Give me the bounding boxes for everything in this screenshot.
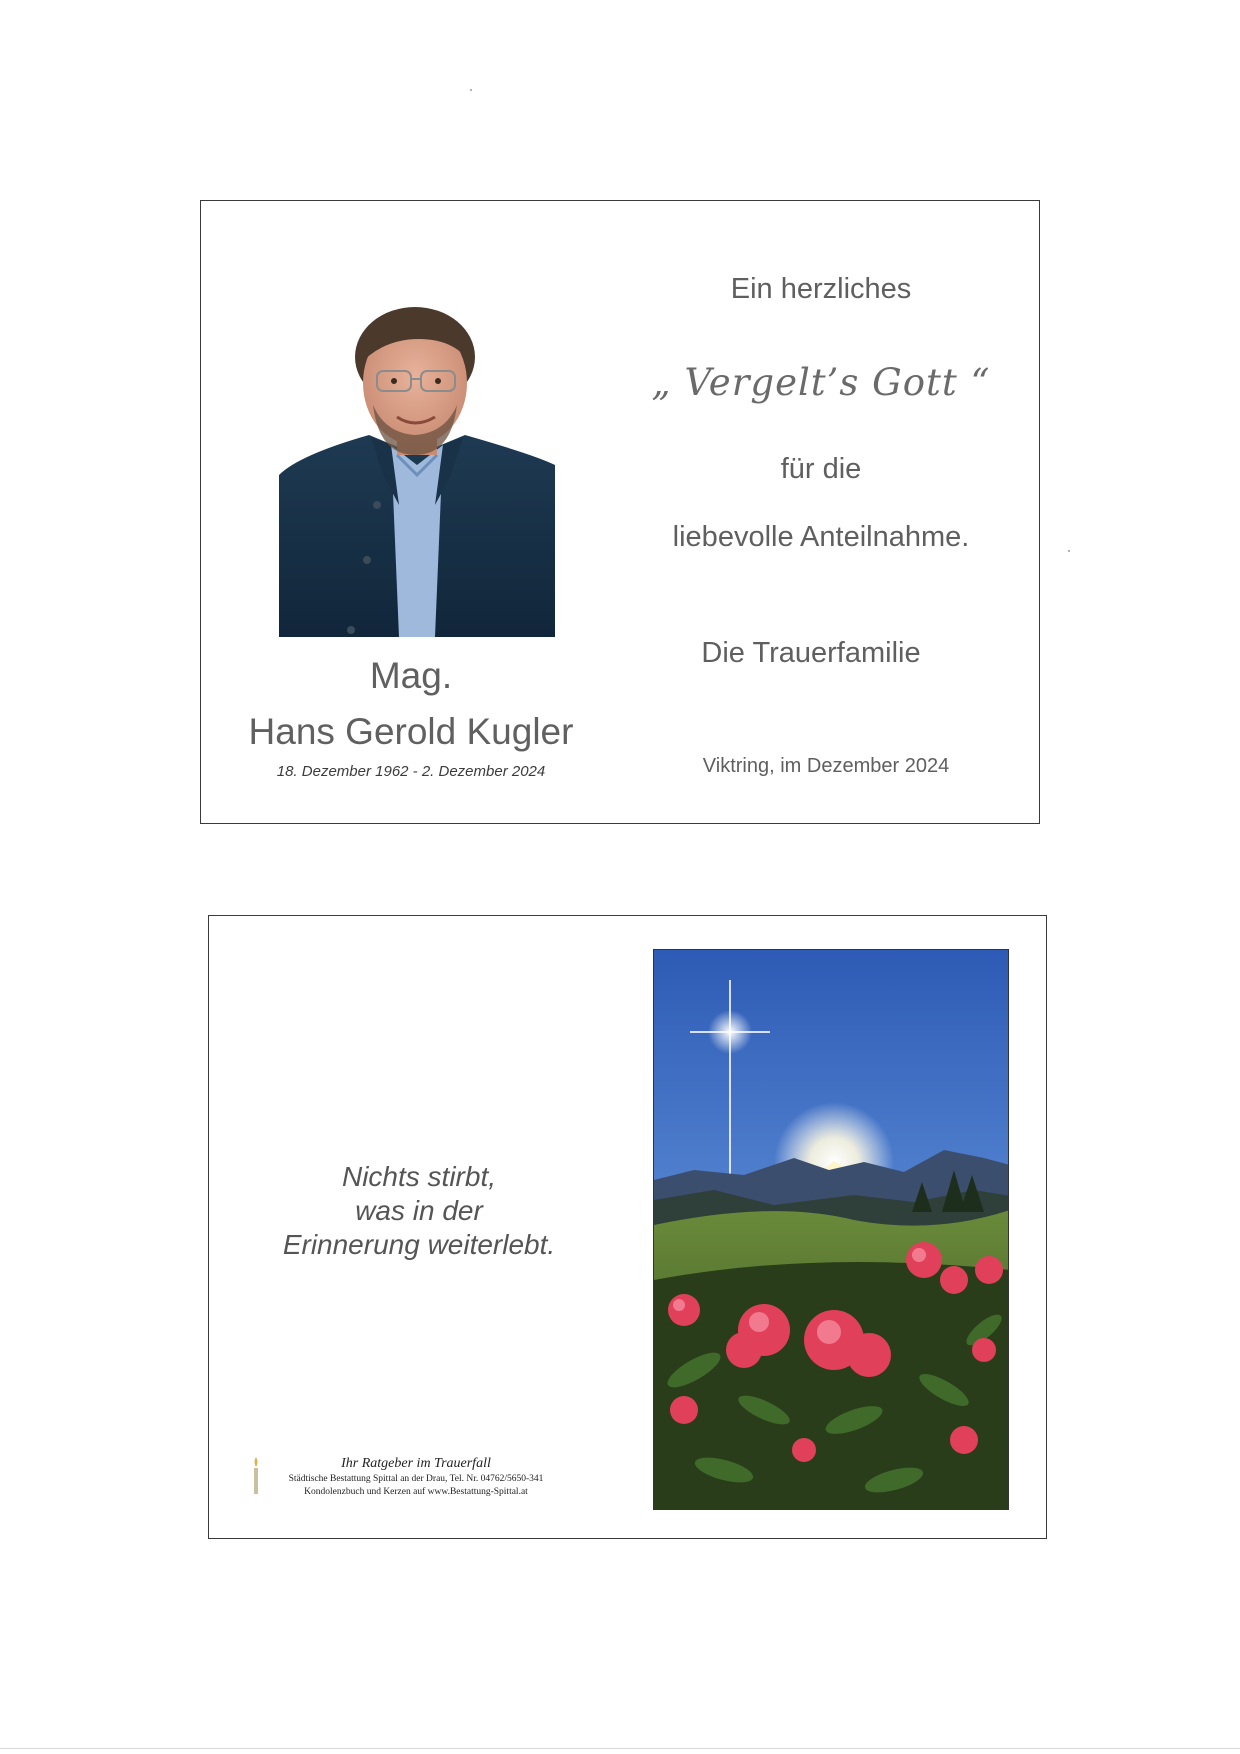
- thanks-line-4: liebevolle Anteilnahme.: [672, 521, 970, 553]
- life-dates: 18. Dezember 1962 - 2. Dezember 2024: [276, 763, 546, 780]
- deceased-name: Hans Gerold Kugler: [248, 711, 574, 752]
- place-date: Viktring, im Dezember 2024: [702, 755, 950, 777]
- signature: Die Trauerfamilie: [701, 637, 921, 669]
- memorial-card-front: [200, 200, 1040, 824]
- scan-speck: [470, 89, 472, 91]
- page-edge-line: [0, 1748, 1240, 1749]
- scan-speck: [1068, 550, 1070, 552]
- memorial-card-back: [208, 915, 1047, 1539]
- footer-line-1: Städtische Bestattung Spittal an der Drau, Tel. Nr. 04762/5650-341: [288, 1474, 544, 1484]
- name-prefix: Mag.: [369, 655, 453, 696]
- quote-line-1: Nichts stirbt,: [341, 1161, 497, 1192]
- footer-tagline: Ihr Ratgeber im Trauerfall: [341, 1456, 491, 1471]
- landscape-photo: [653, 949, 1009, 1510]
- thanks-line-1: Ein herzliches: [730, 273, 912, 305]
- quote-line-2: was in der: [355, 1195, 483, 1226]
- footer-line-2: Kondolenzbuch und Kerzen auf www.Bestattung-Spittal.at: [304, 1487, 528, 1497]
- portrait-photo: [279, 305, 555, 637]
- thanks-line-2: „ Vergelt’s Gott “: [651, 361, 991, 404]
- candle-icon: [249, 1456, 263, 1496]
- thanks-line-3: für die: [780, 453, 862, 485]
- quote-line-3: Erinnerung weiterlebt.: [282, 1229, 556, 1260]
